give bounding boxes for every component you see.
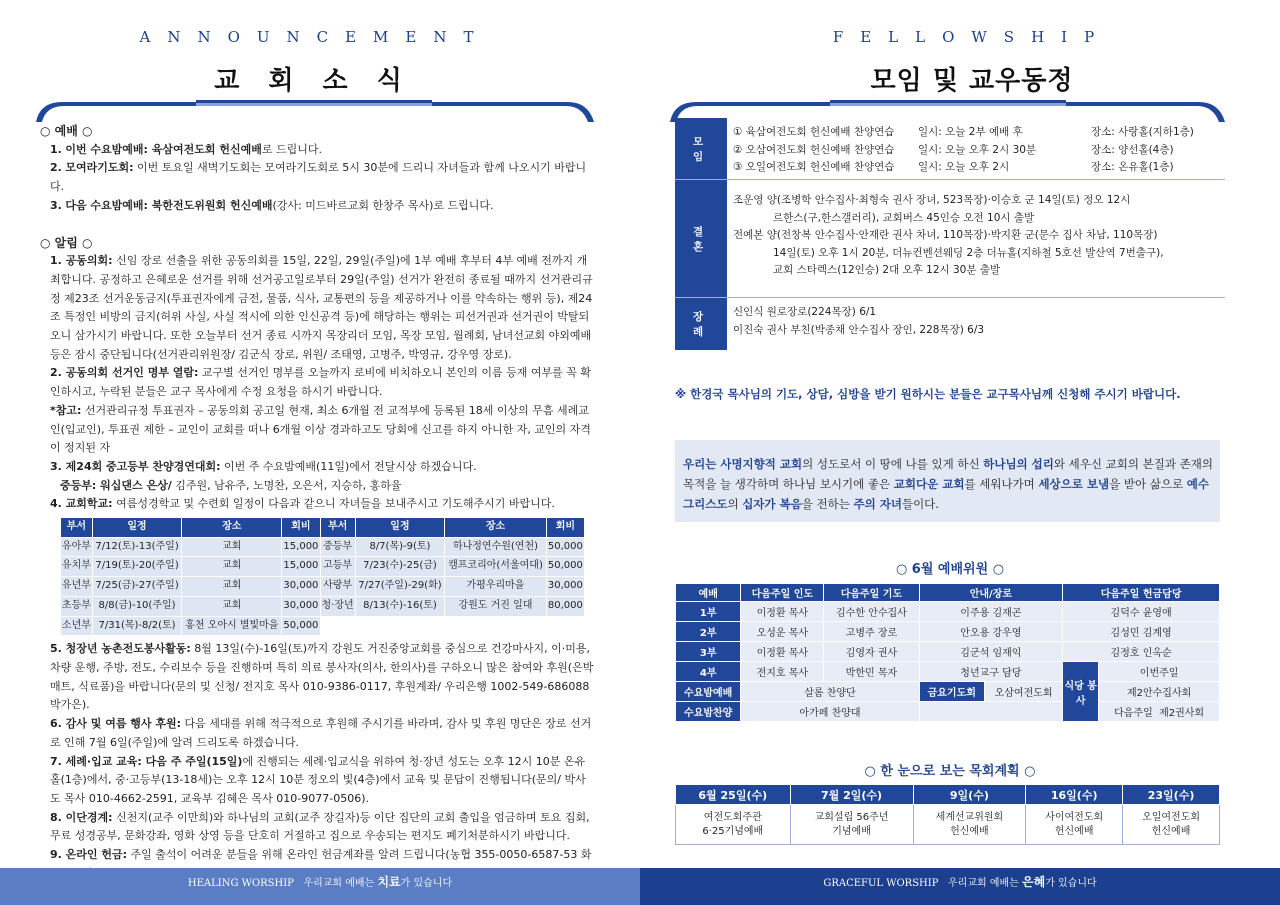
table-cell: 50,000 [546,557,584,577]
table-cell: 7/31(목)-8/2(토) [92,616,182,636]
table-cell: 8/13(수)-16(토) [355,596,445,616]
meeting-item: ② 오삼여전도회 헌신예배 찬양연습 일시: 오늘 오후 2시 30분 장소: 양선홀(4층) [733,143,1174,156]
table-cell: 홍천 오아시 별빛마을 [182,616,282,636]
table-header: 16일(수) [1026,785,1123,805]
table-cell: 15,000 [282,557,320,577]
table-cell: 7/25(금)-27(주일) [92,577,182,597]
table-cell: 캠프코리아(서울여대) [445,557,547,577]
funeral-label: 장례 [675,298,727,350]
table-row: 수요밤예배 살롬 찬양단 금요기도회 오삼여전도회 제2안수집사회 [676,682,1220,702]
notice-item-8: 8. 이단경계: 신천지(교주 이만희)와 하나님의 교회(교주 장길자)등 이단 집단의 교회 출입을 엄금하며 토요 집회, 무료 성경공부, 문화강좌, 영화 상영 등을 단호히 거절하고 집으로 우송되는 편지도 폐기처분하시기 바랍니다. [50,810,590,843]
notice-item-6: 6. 감사 및 여름 행사 후원: 다음 세대를 위해 적극적으로 후원해 주시기를 바라며, 감사 및 후원 명단은 장로 선거로 인해 7월 6일(주일)에 알려 드리도록 하겠습니다. [50,717,592,749]
education-schedule-table [60,517,585,636]
table-cell: 유치부 [61,557,93,577]
notice-item-1: 1. 공동의회: 신임 장로 선출을 위한 공동의회를 15일, 22일, 29일(주일)에 1부 예배 후부터 4부 예배 전까지 개최합니다. 공정하고 은혜로운 선거를 위해 선거공고일로부터 29일(주일) 선거가 완전히 종료될 때까지 선거관리규정 제23조 선거운동금지(투표권자에게 금전, 물품, 식사, 교통편의 등을 제공하거나 이를 약속하는 행위 등), 제24조 특정인 비방의 금지(허위 사실, 사실 적시에 의한 인신공격 등)에 해당하는 행위는 피선거권과 선거권이 박탈되오니 삼가시기 바랍니다. 또한 오늘부터 선거 종료 시까지 목장리더 모임, 목장 모임, 월례회, 남녀선교회 야외예배 등은 잠시 중단됩니다(선거관리위원장/ 김군식 장로, 위원/ 조태영, 고병주, 박영규, 강우영 장로). [50,254,593,361]
right-footer: GRACEFUL WORSHIP 우리교회 예배는 은혜가 있습니다 [640,868,1280,905]
notice-item-3: 3. 제24회 중고등부 찬양경연대회: 이번 주 수요밤예배(11일)에서 전달시상 하겠습니다. [50,459,477,473]
table-header: 부서 [61,518,93,538]
table-cell: 하나정연수원(연천) [445,537,547,557]
fellowship-title: 모임 및 교우동정 [870,66,1074,96]
table-cell: 7/12(토)-13(주일) [92,537,182,557]
table-cell: 세계선교위원회 헌신예배 [913,805,1026,845]
funeral-line: 신인식 원로장로(224목장) 6/1 [733,306,877,318]
table-cell: 오일여전도회 헌신예배 [1123,805,1220,845]
table-row [61,596,585,616]
table-cell: 7/23(수)-25(금) [355,557,445,577]
funeral-line: 이진숙 권사 부친(박종채 안수집사 장인, 228목장) 6/3 [733,323,985,336]
worship-item-3: 3. 다음 수요밤예배: 북한전도위원회 헌신예배(강사: 미드바르교회 한창주 목사)로 드립니다. [50,198,494,212]
table-cell: 중등부 [320,537,355,557]
table-cell: 가평우리마을 [445,577,547,597]
table-cell: 8/7(목)-9(토) [355,537,445,557]
table-cell: 30,000 [282,596,320,616]
fellowship-eng-title: FELLOWSHIP [832,28,1112,46]
wedding-row [675,180,1225,298]
worship-committee-title: ○ 6월 예배위원 ○ [895,562,1005,577]
fellowship-table [675,118,1225,350]
table-header: 9일(수) [913,785,1026,805]
meeting-item: ① 육삼여전도회 헌신예배 찬양연습 일시: 오늘 2부 예배 후 장소: 사랑홀(지하1층) [733,126,1194,138]
header-swoosh [36,100,594,122]
table-cell: 교회 [182,557,282,577]
prayer-request-notice: ※ 한경국 목사님의 기도, 상담, 심방을 받기 원하시는 분들은 교구목사님께 신청해 주시기 바랍니다. [675,387,1181,401]
table-header: 일정 [355,518,445,538]
table-header: 23일(수) [1123,785,1220,805]
table-cell: 교회 [182,596,282,616]
funeral-row [675,298,1225,350]
table-cell: 유년부 [61,577,93,597]
table-row [61,557,585,577]
table-cell: 교회 [182,577,282,597]
table-header: 다음주일 헌금담당 [1063,584,1220,602]
pastoral-plan-table [675,784,1220,845]
table-cell: 교회 [182,537,282,557]
table-cell: 30,000 [282,577,320,597]
table-cell: 사이여전도회 헌신예배 [1026,805,1123,845]
table-row: 4부 전지호 목사 박한민 목자 청년교구 담당 식당 봉사 이번주일 [676,662,1220,682]
worship-item-1: 1. 이번 수요밤예배: 육삼여전도회 헌신예배로 드립니다. [50,142,322,156]
table-cell: 초등부 [61,596,93,616]
pastoral-plan-title: ○ 한 눈으로 보는 목회계획 ○ [864,764,1036,779]
table-cell: 15,000 [282,537,320,557]
table-header: 7월 2일(수) [790,785,913,805]
table-cell: 7/27(주일)-29(화) [355,577,445,597]
wedding-line: 조운영 양(조병학 안수집사·최형숙 권사 장녀, 523목장)·이승호 군 14일(토) 정오 12시 [733,194,1131,206]
table-cell: 고등부 [320,557,355,577]
table-header: 회비 [282,518,320,538]
wedding-line: 교회 스타렉스(12인승) 2대 오후 12시 30분 출발 [773,264,1001,276]
worship-committee-table [675,583,1220,722]
announcement-page [0,0,640,868]
table-row: 수요밤찬양 아가페 찬양대 다음주일 제2권사회 [676,702,1220,722]
announcement-title: 교 회 소 식 [214,66,412,96]
fellowship-page [640,0,1280,868]
left-footer: HEALING WORSHIP 우리교회 예배는 치료가 있습니다 [0,868,640,905]
notice-item-4: 4. 교회학교: 여름성경학교 및 수련회 일정이 다음과 같으니 자녀들을 보내주시고 기도해주시기 바랍니다. [50,497,555,511]
table-header: 일정 [92,518,182,538]
table-cell: 50,000 [546,537,584,557]
table-header: 장소 [445,518,547,538]
table-row [61,577,585,597]
notice-item-3-sub: 중등부: 워십댄스 은상/ 김주원, 남유주, 노명찬, 오은서, 지승하, 홍하율 [60,478,402,492]
notice-item-5: 5. 청장년 농촌전도봉사활동: 8월 13일(수)-16일(토)까지 강원도 거진중앙교회를 중심으로 건강마사지, 이·미용, 차량 운행, 주방, 전도, 수리보수 등을 진행하며 특히 의료 봉사자(의사, 한의사)를 구하오니 많은 참여와 후원(은박매트, 식료품)을 바랍니다(문의 및 신청/ 전지호 목사 010-9386-0117, 후원계좌/ 우리은행 1002-549-686088 박가은). [50,642,594,712]
table-row: 2부 오성운 목사 고병주 장로 안오용 강우영 김성민 김계영 [676,622,1220,642]
table-cell: 청·장년 [320,596,355,616]
table-cell: 80,000 [546,596,584,616]
table-header: 다음주일 인도 [741,584,824,602]
announcement-eng-title: ANNOUNCEMENT [139,28,491,46]
table-row: 3부 이정환 목사 김영자 권사 김군석 임재익 김정호 인옥순 [676,642,1220,662]
table-cell: 교회설립 56주년 기념예배 [790,805,913,845]
wedding-label: 결혼 [675,180,727,297]
table-header: 다음주일 기도 [824,584,919,602]
worship-item-2: 2. 모여라기도회: 이번 토요일 새벽기도회는 모여라기도회로 5시 30분에 드리니 자녀들과 함께 나오시기 바랍니다. [50,161,587,194]
notice-item-7: 7. 세례·입교 교육: 다음 주 주일(15일)에 진행되는 세례·입교식을 위하여 청·장년 성도는 오후 12시 10분 온유홀(1층)에서, 중·고등부(13-18세)는 오후 12시 10분 정오의 빛(4층)에서 교육 및 문답이 진행됩니다(문의/ 박사도 목사 010-4662-2591, 교육부 김혜은 목사 010-9077-0506). [50,754,586,805]
wedding-line: 르한스(구,한스갤러리), 교회버스 45인승 오전 10시 출발 [773,211,1035,224]
meeting-label: 모임 [675,118,727,179]
table-header: 장소 [182,518,282,538]
notice-item-2-note: *참고: 선거관리규정 투표권자 – 공동의회 공고일 현재, 최소 6개월 전 교적부에 등록된 18세 이상의 무흠 세례교인(입교인), 투표권 제한 – 교인이 교회를 떠나 6개월 이상 경과하고도 당회에 신고를 하지 아니한 자, 교인의 자격이 정지된 자 [50,403,591,455]
announcement-content [40,120,595,868]
table-cell: 7/19(토)-20(주일) [92,557,182,577]
table-row [61,537,585,557]
notice-item-2: 2. 공동의회 선거인 명부 열람: 교구별 선거인 명부를 오늘까지 로비에 비치하오니 본인의 이름 등재 여부를 꼭 확인하시고, 누락된 분들은 교구 목사에게 수정 요청을 하시기 바랍니다. [50,366,592,399]
worship-section-header: ○ 예배 ○ [40,124,93,138]
meeting-item: ③ 오일여전도회 헌신예배 찬양연습 일시: 오늘 오후 2시 장소: 온유홀(1층) [733,161,1174,173]
table-header: 안내/장로 [919,584,1063,602]
table-cell: 소년부 [61,616,93,636]
table-cell: 사랑부 [320,577,355,597]
table-cell: 30,000 [546,577,584,597]
table-header: 예배 [676,584,741,602]
table-row [61,616,585,636]
table-header: 6월 25일(수) [676,785,791,805]
table-row: 1부 이정환 목사 김수한 안수집사 이주용 김재곤 김덕수 윤영애 [676,602,1220,622]
mission-statement: 우리는 사명지향적 교회의 성도로서 이 땅에 나를 있게 하신 하나님의 섭리와 세우신 교회의 본질과 존재의 목적을 늘 생각하며 하나님 보시기에 좋은 교회다운 교회를 세워나가며 세상으로 보냄을 받아 삶으로 예수 그리스도의 십자가 복음을 전하는 주의 자녀들이다. [675,440,1220,522]
table-cell: 유아부 [61,537,93,557]
table-cell: 50,000 [282,616,320,636]
meeting-row [675,118,1225,180]
table-cell: 8/8(금)-10(주일) [92,596,182,616]
wedding-line: 전예본 양(전창복 안수집사·안재란 권사 차녀, 110목장)·박지환 군(문수 집사 차남, 110목장) [733,229,1158,241]
notice-item-9: 9. 온라인 헌금: 주일 출석이 어려운 분들을 위해 온라인 헌금계좌를 알려 드립니다(농협 355-0050-6587-53 화 [50,848,592,862]
table-cell: 여전도회주관 6·25기념예배 [676,805,791,845]
wedding-line: 14일(토) 오후 1시 20분, 더뉴컨벤션웨딩 2층 더뉴홀(지하철 5호선 발산역 7번출구), [773,246,1164,259]
notice-section-header: ○ 알림 ○ [40,235,93,250]
table-header: 회비 [546,518,584,538]
table-header: 부서 [320,518,355,538]
table-cell: 강원도 거진 일대 [445,596,547,616]
